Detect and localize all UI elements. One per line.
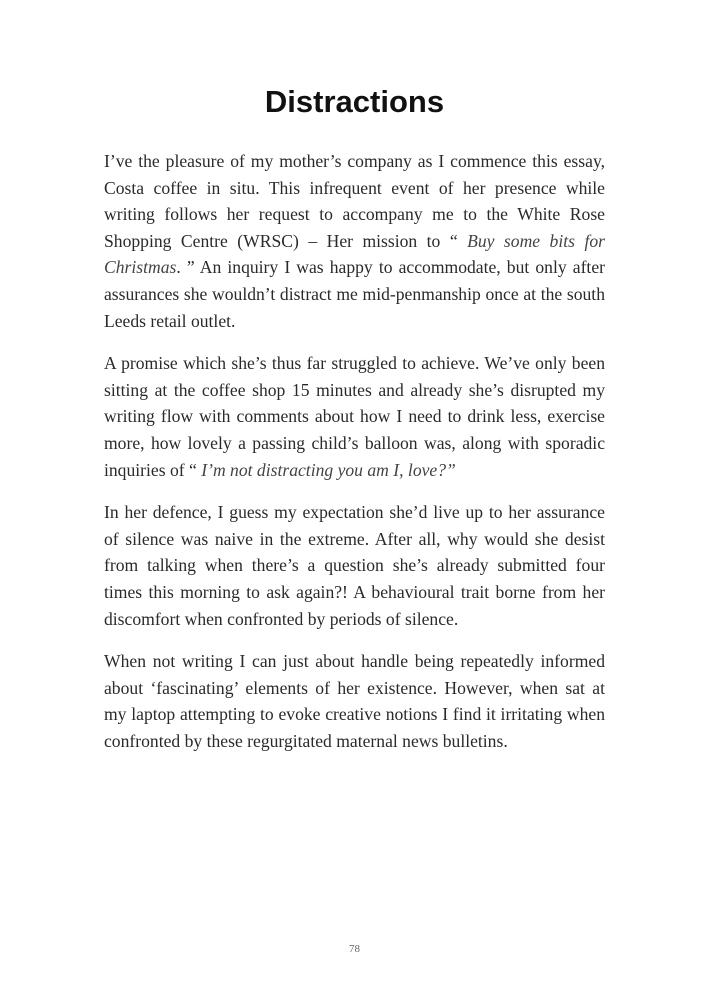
paragraph-2-italic-quote: I’m not distracting you am I, love?”	[201, 459, 456, 480]
paragraph-2	[104, 350, 605, 483]
paragraph-3: In her defence, I guess my expectation she’d live up to her assurance of silence was naive in the extreme. After all, why would she desist from talking when there’s a question she’s already submitted four times this morning to ask again?! A behavioural trait borne from her discomfort when confronted by periods of silence.	[104, 502, 605, 629]
paragraph-1-text-start: I’ve the pleasure of my mother’s company as I commence this essay, Costa coffee in situ. This infrequent event of her presence while writing follows her request to accompany me to the White Rose Shopping Centre (WRSC) – Her mission to “	[104, 151, 605, 251]
paragraph-1-text-end: . ” An inquiry I was happy to accommodate, but only after assurances she wouldn’t distract me mid-penmanship once at the south Leeds retail outlet.	[104, 257, 605, 331]
paragraph-1-italic-quote: Buy some bits for Christmas	[104, 230, 605, 278]
page-number: 78	[349, 943, 360, 955]
paragraph-2-text-start: A promise which she’s thus far struggled to achieve. We’ve only been sitting at the coffee shop 15 minutes and already she’s disrupted my writing flow with comments about how I need to drink less, exercise more, how lovely a passing child’s balloon was, along with sporadic inquiries of “	[104, 353, 605, 480]
chapter-title: Distractions	[264, 84, 445, 119]
chapter-body	[104, 148, 605, 770]
paragraph-4: When not writing I can just about handle being repeatedly informed about ‘fascinating’ elements of her existence. However, when sat at my laptop attempting to evoke creative notions I find it irritating when confronted by these regurgitated maternal news bulletins.	[104, 651, 605, 751]
paragraph-1	[104, 148, 605, 334]
